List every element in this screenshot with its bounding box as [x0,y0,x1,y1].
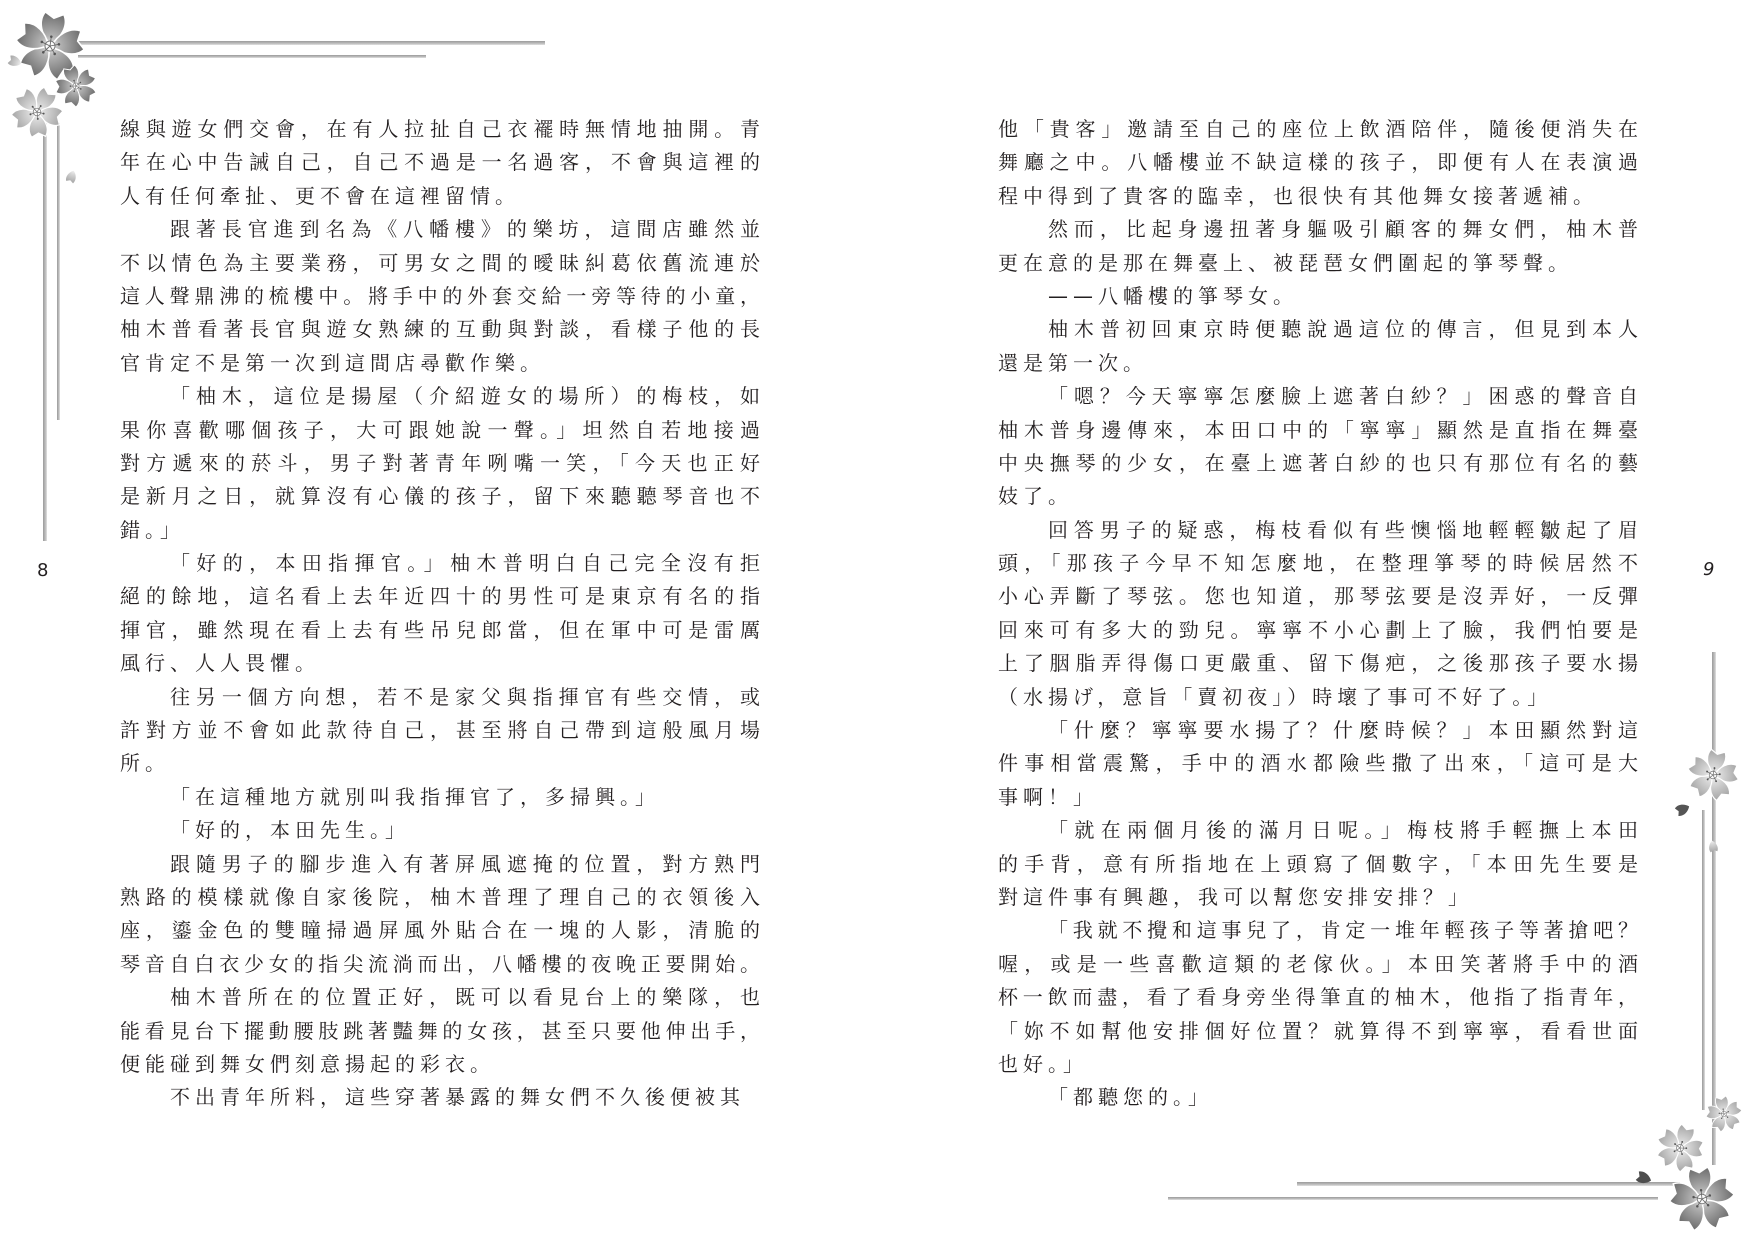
right-page-text [998,113,1638,1115]
paragraph [120,380,760,547]
text-line: 風行、人人畏懼。 [120,651,320,676]
text-line: 這人聲鼎沸的梳樓中。將手中的外套交給一旁等待的小童， [120,283,760,308]
text-line: 「就在兩個月後的滿月日呢。」梅枝將手輕撫上本田 [1048,818,1638,843]
text-line: 舞廳之中。八幡樓並不缺這樣的孩子，即便有人在表演過 [998,150,1638,175]
paragraph [998,280,1638,313]
text-line: 也好。」 [998,1051,1088,1076]
decorative-rule [1297,1182,1680,1186]
text-line: 所。 [120,751,170,776]
text-line: 不以情色為主要業務，可男女之間的曖昧糾葛依舊流連於 [120,250,760,275]
decorative-rule [43,106,47,541]
paragraph [998,514,1638,714]
text-line: 柚木普初回東京時便聽說過這位的傳言，但見到本人 [1048,317,1638,342]
text-line: 人有任何牽扯、更不會在這裡留情。 [120,183,520,208]
decorative-rule [78,41,545,45]
text-line: 跟隨男子的腳步進入有著屏風遮掩的位置，對方熟門 [170,851,760,876]
paragraph [120,981,760,1081]
text-line: 「都聽您的。」 [1048,1085,1213,1110]
text-line: 的手背，意有所指地在上頭寫了個數字，「本田先生要是 [998,851,1638,876]
text-line: 「嗯？今天寧寧怎麼臉上遮著白紗？」困惑的聲音自 [1048,384,1638,409]
text-line: 「什麼？寧寧要水揚了？什麼時候？」本田顯然對這 [1048,718,1638,743]
text-line: 對方遞來的菸斗，男子對著青年咧嘴一笑，「今天也正好 [120,450,760,475]
text-line: 果你喜歡哪個孩子，大可跟她說一聲。」坦然自若地接過 [120,417,760,442]
text-line: 錯。」 [120,517,185,542]
text-line: 柚木普所在的位置正好，既可以看見台上的樂隊，也 [170,985,760,1010]
text-line: 許對方並不會如此款待自己，甚至將自己帶到這般風月場 [120,718,760,743]
decorative-rule [1702,810,1705,1110]
left-page-text [120,113,760,1115]
text-line: 妓了。 [998,484,1073,509]
text-line: 便能碰到舞女們刻意揚起的彩衣。 [120,1051,495,1076]
text-line: 線與遊女們交會，在有人拉扯自己衣襬時無情地抽開。青 [120,117,760,141]
paragraph [998,113,1638,213]
text-line: 「在這種地方就別叫我指揮官了，多掃興。」 [170,784,660,809]
paragraph [998,814,1638,914]
paragraph [998,914,1638,1081]
text-line: 中央撫琴的少女，在臺上遮著白紗的也只有那位有名的藝 [998,450,1638,475]
text-line: 「好的，本田指揮官。」柚木普明白自己完全沒有拒 [170,551,760,576]
paragraph [120,547,760,681]
paragraph [998,213,1638,280]
text-line: 頭，「那孩子今早不知怎麼地，在整理箏琴的時候居然不 [998,551,1638,576]
paragraph [120,681,760,781]
paragraph [998,1081,1638,1114]
petal-icon [1674,802,1691,817]
text-line: 喔，或是一些喜歡這類的老傢伙。」本田笑著將手中的酒 [998,951,1638,976]
paragraph [120,113,760,213]
cherry-blossom-icon [1703,1094,1746,1135]
text-line: 「我就不攪和這事兒了，肯定一堆年輕孩子等著搶吧？ [1048,918,1638,943]
paragraph [998,380,1638,514]
text-line: 對這件事有興趣，我可以幫您安排安排？」 [998,884,1473,909]
decorative-rule [1168,1197,1658,1200]
text-line: 跟著長官進到名為《八幡樓》的樂坊，這間店雖然並 [170,217,760,242]
text-line: 能看見台下擺動腰肢跳著豔舞的女孩，甚至只要他伸出手， [120,1018,760,1043]
paragraph [120,213,760,380]
cherry-blossom-icon [1666,1164,1739,1234]
text-line: 杯一飲而盡，看了看身旁坐得筆直的柚木，他指了指青年， [998,985,1638,1010]
paragraph [998,313,1638,380]
decorative-rule [57,123,60,420]
text-line: 熟路的模樣就像自家後院，柚木普理了理自己的衣領後入 [120,884,760,909]
text-line: 事啊！」 [998,784,1098,809]
text-line: 回來可有多大的勁兒。寧寧不小心劃上了臉，我們怕要是 [998,617,1638,642]
text-line: 件事相當震驚，手中的酒水都險些撒了出來，「這可是大 [998,751,1638,776]
text-line: 「妳不如幫他安排個好位置？就算得不到寧寧，看看世面 [998,1018,1638,1043]
page-number: 9 [1703,559,1715,580]
text-line: 柚木普看著長官與遊女熟練的互動與對談，看樣子他的長 [120,317,760,342]
text-line: 琴音自白衣少女的指尖流淌而出，八幡樓的夜晚正要開始。 [120,951,760,976]
cherry-blossom-icon [1682,745,1744,805]
text-line: 是新月之日，就算沒有心儀的孩子，留下來聽聽琴音也不 [120,484,760,509]
text-line: 官肯定不是第一次到這間店尋歡作樂。 [120,350,545,375]
text-line: 「柚木，這位是揚屋（介紹遊女的場所）的梅枝，如 [170,384,760,409]
petal-icon [65,169,78,183]
text-line: 不出青年所料，這些穿著暴露的舞女們不久後便被其 [170,1085,745,1110]
text-line: 回答男子的疑惑，梅枝看似有些懊惱地輕輕皺起了眉 [1048,517,1638,542]
page-number: 8 [37,560,49,581]
decorative-rule [1712,652,1716,1165]
paragraph [120,848,760,982]
paragraph [998,714,1638,814]
text-line: 柚木普身邊傳來，本田口中的「寧寧」顯然是直指在舞臺 [998,417,1638,442]
text-line: 往另一個方向想，若不是家父與指揮官有些交情，或 [170,684,760,709]
decorative-rule [78,55,426,58]
text-line: （水揚げ，意旨「賣初夜」）時壞了事可不好了。」 [998,684,1553,709]
text-line: 程中得到了貴客的臨幸，也很快有其他舞女接著遞補。 [998,183,1598,208]
text-line: 上了胭脂弄得傷口更嚴重、留下傷疤，之後那孩子要水揚 [998,651,1638,676]
text-line: 絕的餘地，這名看上去年近四十的男性可是東京有名的指 [120,584,760,609]
text-line: 座，鎏金色的雙瞳掃過屏風外貼合在一塊的人影，清脆的 [120,918,760,943]
paragraph [120,1081,760,1114]
paragraph [120,814,760,847]
text-line: 他「貴客」邀請至自己的座位上飲酒陪伴，隨後便消失在 [998,117,1638,141]
text-line: 還是第一次。 [998,350,1148,375]
text-line: 小心弄斷了琴弦。您也知道，那琴弦要是沒弄好，一反彈 [998,584,1638,609]
cherry-blossom-icon [1649,1118,1711,1178]
text-line: ——八幡樓的箏琴女。 [1048,283,1298,308]
text-line: 更在意的是那在舞臺上、被琵琶女們圍起的箏琴聲。 [998,250,1573,275]
text-line: 揮官，雖然現在看上去有些吊兒郎當，但在軍中可是雷厲 [120,617,760,642]
text-line: 年在心中告誡自己，自己不過是一名過客，不會與這裡的 [120,150,760,175]
text-line: 「好的，本田先生。」 [170,818,410,843]
text-line: 然而，比起身邊扭著身軀吸引顧客的舞女們，柚木普 [1048,217,1638,242]
paragraph [120,781,760,814]
